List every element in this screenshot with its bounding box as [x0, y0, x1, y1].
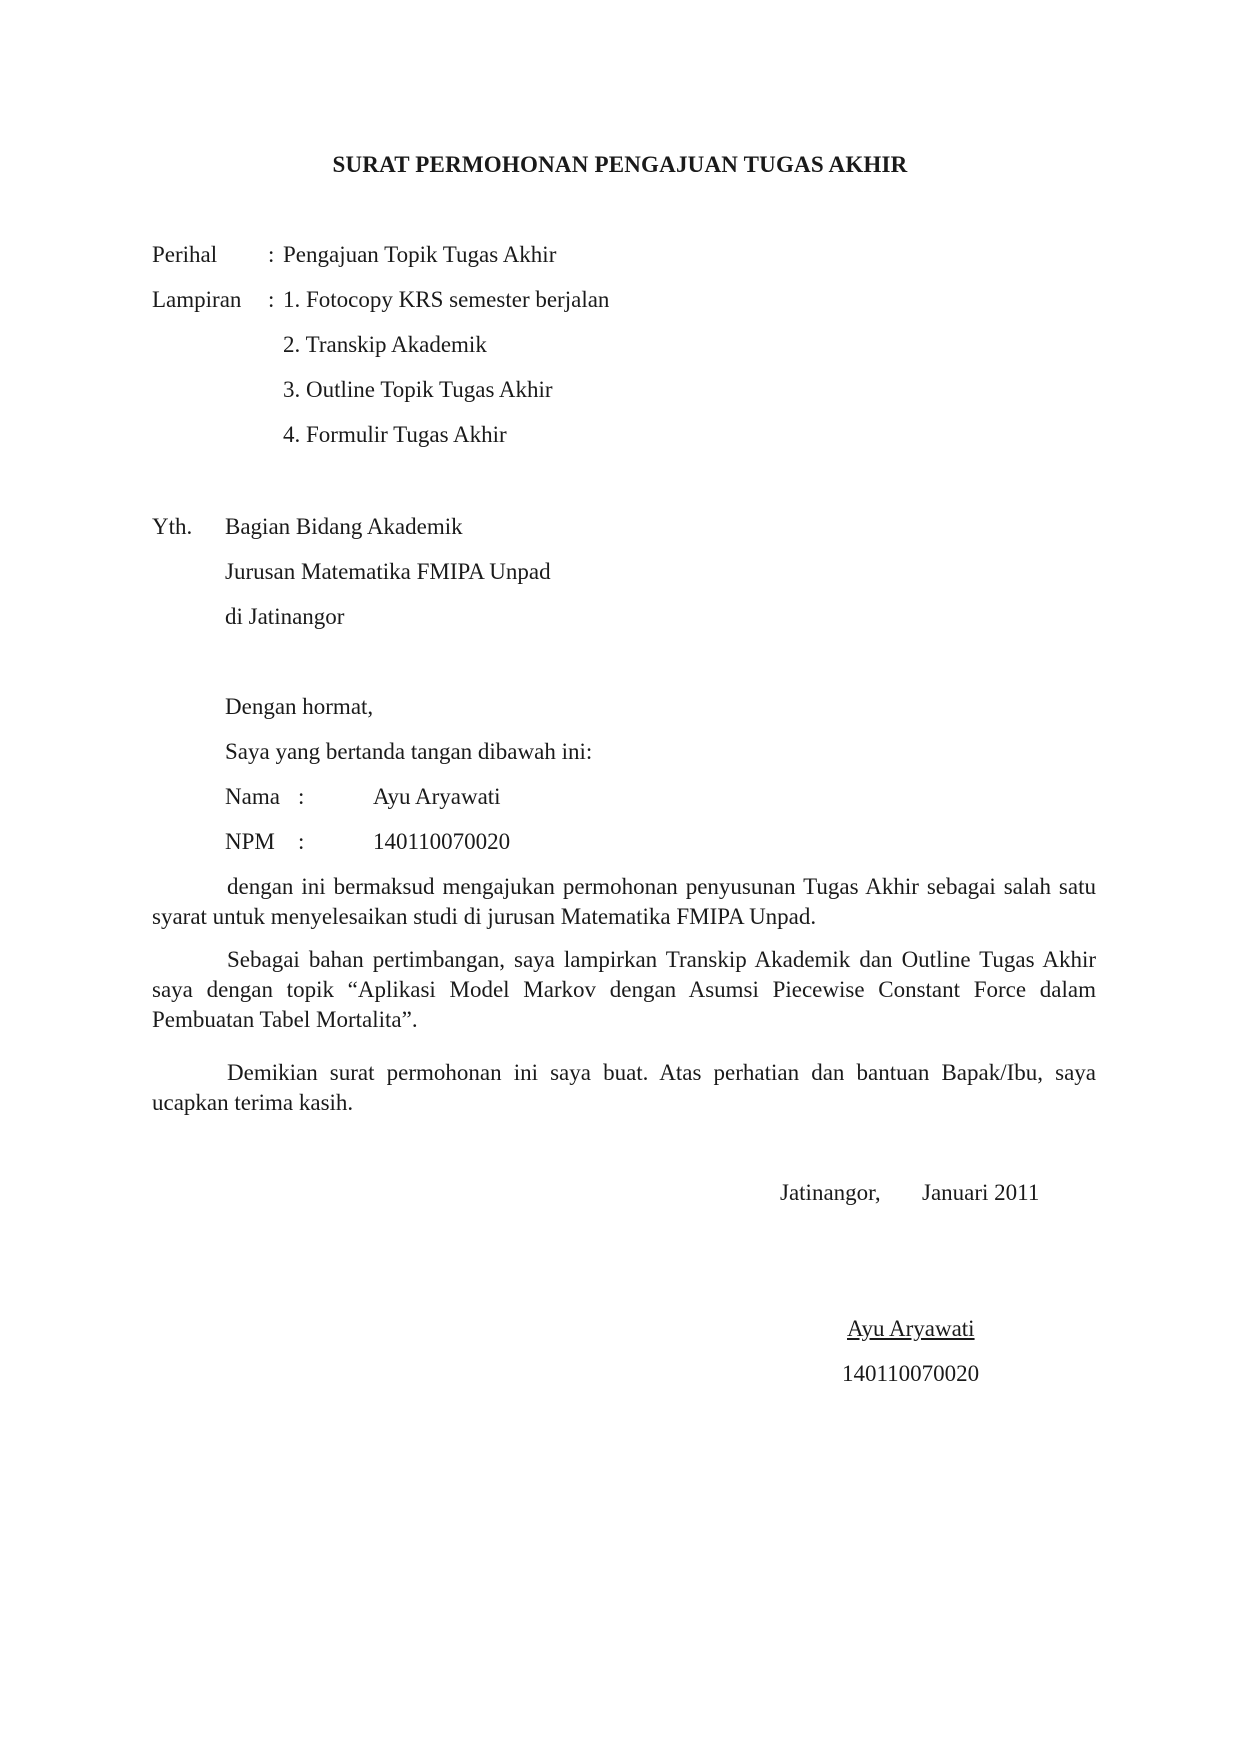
greeting: Dengan hormat,	[225, 694, 374, 719]
perihal-value: Pengajuan Topik Tugas Akhir	[283, 242, 557, 267]
nama-value: Ayu Aryawati	[373, 784, 501, 809]
body-paragraph: Sebagai bahan pertimbangan, saya lampirkan Transkip Akademik dan Outline Tugas Akhir saya dengan topik “Aplikasi Model Markov dengan Asumsi Piecewise Constant Force dalam Pembuatan Tabel Mortalita”.	[152, 947, 1096, 1032]
perihal-label: Perihal	[152, 242, 218, 267]
nama-label: Nama	[225, 784, 280, 809]
lampiran-label: Lampiran	[152, 287, 242, 312]
body-paragraph: Demikian surat permohonan ini saya buat. Atas perhatian dan bantuan Bapak/Ibu, saya ucapkan terima kasih.	[152, 1060, 1096, 1115]
recipient-line: di Jatinangor	[225, 604, 345, 629]
date: Januari 2011	[922, 1180, 1040, 1205]
letter-title: SURAT PERMOHONAN PENGAJUAN TUGAS AKHIR	[332, 152, 908, 177]
signature-npm: 140110070020	[842, 1361, 980, 1386]
recipient-line: Jurusan Matematika FMIPA Unpad	[225, 559, 551, 584]
lampiran-item: 4. Formulir Tugas Akhir	[283, 422, 507, 447]
intro-text: Saya yang bertanda tangan dibawah ini:	[225, 739, 593, 764]
lampiran-item: 3. Outline Topik Tugas Akhir	[283, 377, 553, 402]
perihal-colon: :	[268, 242, 275, 267]
recipient-line: Bagian Bidang Akademik	[225, 514, 463, 539]
place: Jatinangor,	[780, 1180, 881, 1205]
lampiran-item: 2. Transkip Akademik	[283, 332, 487, 357]
npm-colon: :	[298, 829, 305, 854]
body-paragraph: dengan ini bermaksud mengajukan permohonan penyusunan Tugas Akhir sebagai salah satu syarat untuk menyelesaikan studi di jurusan Matematika FMIPA Unpad.	[152, 874, 1096, 929]
npm-label: NPM	[225, 829, 275, 854]
npm-value: 140110070020	[373, 829, 511, 854]
lampiran-item: 1. Fotocopy KRS semester berjalan	[283, 287, 610, 312]
nama-colon: :	[298, 784, 305, 809]
recipient-label: Yth.	[152, 514, 193, 539]
signature-name: Ayu Aryawati	[847, 1316, 975, 1341]
lampiran-colon: :	[268, 287, 275, 312]
